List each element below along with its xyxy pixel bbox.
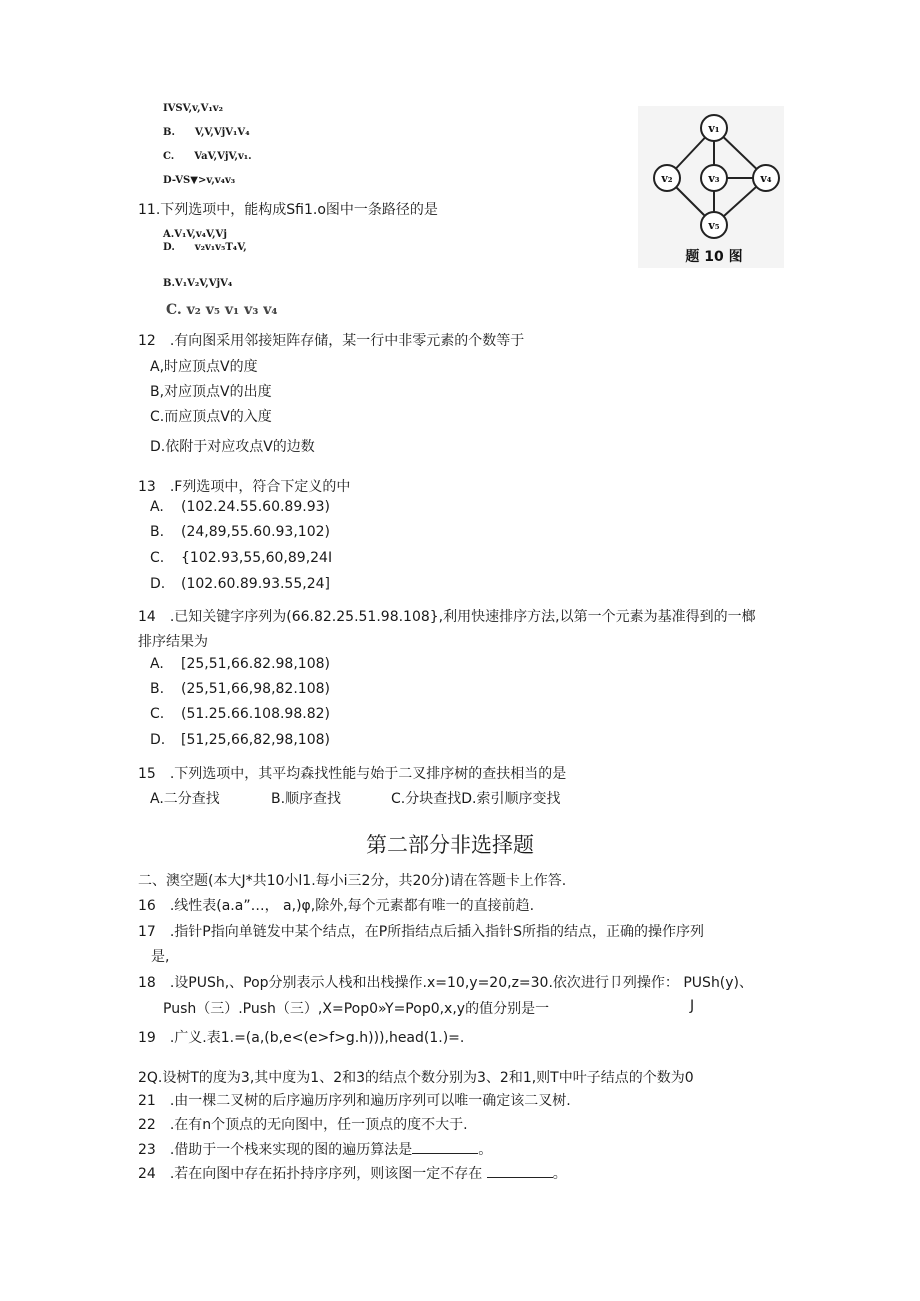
q24 bbox=[138, 1163, 567, 1183]
q17-line1: 17 .指针P指向单链发中某个结点，在P所指结点后插入指针S所指的结点，正确的操作序列 bbox=[138, 924, 705, 940]
q21: 21 .由一棵二叉树的后序遍历序列和遍历序列可以唯一确定该二叉树. bbox=[138, 1093, 571, 1109]
q23-end: 。 bbox=[478, 1142, 493, 1158]
q15-option-cd: C.分块查找D.索引顺序变找 bbox=[391, 791, 561, 807]
q11-stem: 11.下列选项中，能构成Sfi1.o图中一条路径的是 bbox=[138, 202, 438, 218]
q23-text: 23 .借助于一个栈来实现的图的遍历算法是 bbox=[138, 1142, 413, 1158]
q13-label-a: A. bbox=[150, 499, 164, 515]
q10-option-c: C. VaV,VjV,v₁. bbox=[163, 151, 252, 162]
q14-label-b: B. bbox=[150, 681, 165, 697]
q14-label-d: D. bbox=[150, 732, 166, 748]
q13-label-d: D. bbox=[150, 576, 166, 592]
q10-option-d: D-VS▼>v,v₄v₃ bbox=[163, 175, 236, 186]
node-label-v2: v₂ bbox=[661, 172, 673, 185]
q14-label-a: A. bbox=[150, 656, 164, 672]
q15-option-a: A.二分查找 bbox=[150, 791, 220, 807]
q16: 16 .线性表(a.a”…， a,)φ,除外,每个元素都有唯一的直接前趋. bbox=[138, 898, 535, 914]
q13-option-c: {102.93,55,60,89,24I bbox=[181, 550, 333, 566]
q17-line2: 是, bbox=[151, 949, 170, 965]
q22: 22 .在有n个顶点的无向图中，任一顶点的度不大于. bbox=[138, 1117, 468, 1133]
q24-answer-blank bbox=[487, 1165, 553, 1178]
node-label-v1: v₁ bbox=[708, 122, 720, 135]
q10-option-a: IVSV,v,V₁v₂ bbox=[163, 103, 223, 114]
q14-option-a: [25,51,66.82.98,108) bbox=[181, 656, 330, 672]
q13-stem: 13 .F列选项中，符合下定义的中 bbox=[138, 479, 351, 495]
q18-line2: Push（三）.Push（三）,X=Pop0»Y=Pop0,x,y的值分别是一 bbox=[163, 1001, 550, 1017]
q14-stem: 14 .已知关键字序列为(66.82.25.51.98.108},利用快速排序方法,以第一个元素为基准得到的一榔 bbox=[138, 609, 756, 625]
q24-end: 。 bbox=[552, 1166, 567, 1182]
q13-option-b: (24,89,55.60.93,102) bbox=[181, 524, 330, 540]
q20: 2Q.设树T的度为3,其中度为1、2和3的结点个数分别为3、2和1,则T中叶子结点的个数为0 bbox=[138, 1070, 694, 1086]
q10-option-b: B. V,V,VjV₁V₄ bbox=[163, 127, 250, 138]
graph-figure bbox=[638, 106, 784, 268]
q15-stem: 15 .下列选项中，其平均森找性能与始于二叉排序树的查扶相当的是 bbox=[138, 766, 567, 782]
q18-line1: 18 .设PUSh,、Pop分别表示人栈和出栈操作.x=10,y=20,z=30.依次进行卩列操作： PUSh(y)、 bbox=[138, 975, 754, 991]
q12-option-b: B,对应顶点V的出度 bbox=[150, 384, 272, 400]
q14-option-d: [51,25,66,82,98,108) bbox=[181, 732, 330, 748]
q11-option-a: A.V₁V,v₄V,Vj bbox=[163, 229, 227, 240]
section2-heading: 二、澳空题(本大J*共10小l1.每小i三2分，共20分)请在答题卡上作答. bbox=[138, 873, 567, 889]
q24-text: 24 .若在向图中存在拓扑持序序列，则该图一定不存在 bbox=[138, 1166, 487, 1182]
q18-line2-end: J bbox=[690, 998, 695, 1014]
q11-option-b: B.V₁V₂V,VjV₄ bbox=[163, 278, 233, 289]
q11-option-d: D. v₂v₁v₅T₄V, bbox=[163, 242, 247, 253]
q12-stem: 12 .有向图采用邻接矩阵存储，某一行中非零元素的个数等于 bbox=[138, 333, 525, 349]
q23-answer-blank bbox=[412, 1141, 478, 1154]
q13-option-a: (102.24.55.60.89.93) bbox=[181, 499, 330, 515]
q11-option-c: C. v₂ v₅ v₁ v₃ v₄ bbox=[166, 302, 278, 318]
q12-option-d: D.依附于对应攻点V的边数 bbox=[150, 439, 315, 455]
node-label-v4: v₄ bbox=[760, 172, 772, 185]
node-label-v3: v₃ bbox=[708, 172, 720, 185]
q15-option-b: B.顺序查找 bbox=[271, 791, 342, 807]
q14-option-b: (25,51,66,98,82.108) bbox=[181, 681, 330, 697]
q13-label-b: B. bbox=[150, 524, 165, 540]
q14-label-c: C. bbox=[150, 706, 165, 722]
q23 bbox=[138, 1139, 492, 1159]
q13-option-d: (102.60.89.93.55,24] bbox=[181, 576, 330, 592]
part2-title: 第二部分非选择题 bbox=[366, 833, 534, 857]
q13-label-c: C. bbox=[150, 550, 165, 566]
q14-option-c: (51.25.66.108.98.82) bbox=[181, 706, 330, 722]
graph-svg bbox=[638, 106, 784, 268]
q12-option-c: C.而应顶点V的入度 bbox=[150, 409, 272, 425]
q19: 19 .广义.表1.=(a,(b,e<(e>f>g.h))),head(1.)=. bbox=[138, 1030, 465, 1046]
figure-caption: 题 10 图 bbox=[685, 249, 743, 265]
node-label-v5: v₅ bbox=[708, 219, 720, 232]
q12-option-a: A,时应顶点V的度 bbox=[150, 359, 258, 375]
q14-stem-cont: 排序结果为 bbox=[138, 634, 208, 650]
